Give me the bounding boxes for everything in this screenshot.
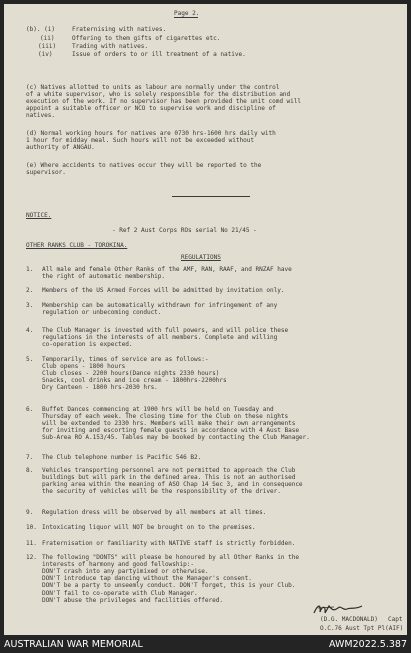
signature-rank: Capt: [388, 616, 403, 623]
regulation-line: The Club telephone number is Pacific 546 B2.: [42, 454, 202, 461]
regulation-line: Vehicles transporting personnel are not permitted to approach the Club: [42, 467, 296, 474]
para-c-line: execution of the work. If no supervisor has been provided the unit comd will: [26, 98, 302, 106]
para-d-line: 1 hour for midday meal. Such hours will not be exceeded without: [26, 137, 254, 145]
regulation-number: 11.: [26, 540, 37, 547]
page-header-underline: [174, 17, 198, 18]
notice-reference: - Ref 2 Aust Corps ROs serial No 21/45 -: [112, 227, 257, 234]
regulation-line: The Club Manager is invested with full powers, and will police these: [42, 327, 289, 334]
regulation-number: 3.: [26, 302, 34, 309]
regulation-line: the right of automatic membership.: [42, 273, 166, 281]
regulation-line: Members of the US Armed Forces will be admitted by invitation only.: [42, 287, 285, 294]
regulation-line: the security of vehicles will be the responsibility of the driver.: [42, 488, 281, 496]
regulation-number: 10.: [26, 524, 37, 531]
regulation-number: 5.: [26, 356, 34, 363]
regulation-number: 1.: [26, 266, 34, 273]
regulation-line: DON'T abuse the privileges and facilities offered.: [42, 596, 223, 604]
para-b-item-text: Offering to them gifts of cigarettes etc.: [72, 34, 221, 42]
regulation-line: DON'T crash into any partyimixed or otherwise.: [42, 568, 209, 576]
regulations-heading: REGULATIONS: [181, 254, 221, 261]
para-b-item-text: Issue of orders to or ill treatment of a native.: [72, 50, 246, 58]
para-b-item-mark: (iv): [38, 50, 53, 58]
regulation-line: DON'T fail to co-operate with Club Manager.: [42, 589, 198, 597]
regulation-line: DON'T introduce tap dancing without the Manager's consent.: [42, 575, 252, 583]
regulation-line: DON'T be a party to unseemly conduct. DON'T forget, this is your Club.: [42, 582, 296, 590]
para-c-line: appoint a suitable officer or NCO to supervise work and discipline of: [26, 105, 276, 113]
regulation-line: Regulation dress will be observed by all members at all times.: [42, 509, 267, 516]
regulation-line: The following "DONTS" will please be honoured by all Other Ranks in the: [42, 554, 299, 561]
para-e-line: (e) Where accidents to natives occur they will be reported to the: [26, 162, 262, 169]
regulation-line: regulation or unbecoming conduct.: [42, 309, 162, 317]
para-b-item-mark: (b). (i): [26, 26, 55, 33]
footer-bar: [0, 635, 411, 653]
footer-accession-number: AWM2022.5.387: [329, 639, 407, 650]
regulation-line: parking area within the meaning of ASO Chap 14 Sec 3, and in consequence: [42, 481, 303, 489]
regulation-number: 6.: [26, 406, 34, 413]
regulation-line: will be extended to 2330 hrs. Members will make their own arrangements: [42, 420, 296, 428]
club-heading: OTHER RANKS CLUB - TOROKINA.: [26, 242, 128, 249]
regulation-number: 12.: [26, 554, 37, 561]
regulation-line: Membership can be automatically withdrawn for infringement of any: [42, 302, 278, 309]
regulation-number: 8.: [26, 467, 34, 474]
para-d-line: authority of ANGAU.: [26, 144, 95, 152]
para-b-item-mark: (iii): [38, 42, 57, 50]
footer-source: AUSTRALIAN WAR MEMORIAL: [4, 639, 143, 650]
para-e-line: supervisor.: [26, 169, 66, 177]
regulation-number: 4.: [26, 327, 34, 334]
regulation-line: interests of harmony and good fellowship:-: [42, 561, 194, 569]
regulation-number: 2.: [26, 287, 34, 294]
regulation-line: buildings but will park in the defined area. This is not an authorised: [42, 474, 296, 482]
regulation-line: for inviting and escorting female guests in accordance with 4 Aust Base: [42, 427, 299, 435]
document-page: [4, 4, 407, 635]
para-b-item-text: Fraternising with natives.: [72, 26, 167, 33]
regulation-line: Club closes - 2200 hours(Dance nights 2330 hours): [42, 370, 220, 378]
para-b-item-mark: (ii): [40, 34, 55, 42]
regulation-line: Temporarily, times of service are as follows:-: [42, 356, 209, 363]
para-c-line: of a white supervisor, who is solely responsible for the distribution and: [26, 91, 291, 99]
regulation-line: Club opens - 1800 hours: [42, 363, 126, 371]
para-c-line: (c) Natives allotted to units as labour are normally under the control: [26, 84, 280, 91]
regulation-line: Dry Canteen - 1800 hrs-2030 hrs.: [42, 384, 158, 392]
regulation-line: Intoxicating liquor will NOT be brought on to the premises.: [42, 524, 256, 531]
regulation-number: 7.: [26, 454, 34, 461]
regulation-line: Buffet Dances commencing at 1900 hrs will be held on Tuesday and: [42, 406, 274, 413]
regulation-line: Fraternisation or familiarity with NATIVE staff is strictly forbidden.: [42, 540, 296, 547]
regulation-line: All male and female Other Ranks of the AMF, RAN, RAAF, and RNZAF have: [42, 266, 292, 273]
section-divider: [172, 196, 250, 197]
signature-unit: O.C.76 Aust Tpt Pl(AIF): [320, 625, 404, 632]
regulation-line: Sub-Area RO A.153/45. Tables may be booked by contacting the Club Manager.: [42, 434, 310, 442]
para-d-line: (d) Normal working hours for natives are 0730 hrs-1600 hrs daily with: [26, 130, 276, 137]
regulation-line: co-operation is expected.: [42, 341, 133, 349]
regulation-line: Snacks, cool drinks and ice cream - 1800hrs-2200hrs: [42, 377, 227, 385]
regulation-number: 9.: [26, 509, 34, 516]
signature-name: (D.G. MACDONALD): [320, 616, 378, 623]
regulation-line: regulations in the interests of all members. Complete and willing: [42, 334, 278, 342]
notice-heading: NOTICE.: [26, 212, 52, 219]
para-b-item-text: Trading with natives.: [72, 42, 148, 50]
handwritten-signature: [312, 602, 364, 616]
regulation-line: Thursday of each week. The closing time for the Club on these nights: [42, 413, 289, 421]
para-c-line: natives.: [26, 112, 55, 120]
page-header: Page 2.: [174, 10, 200, 17]
